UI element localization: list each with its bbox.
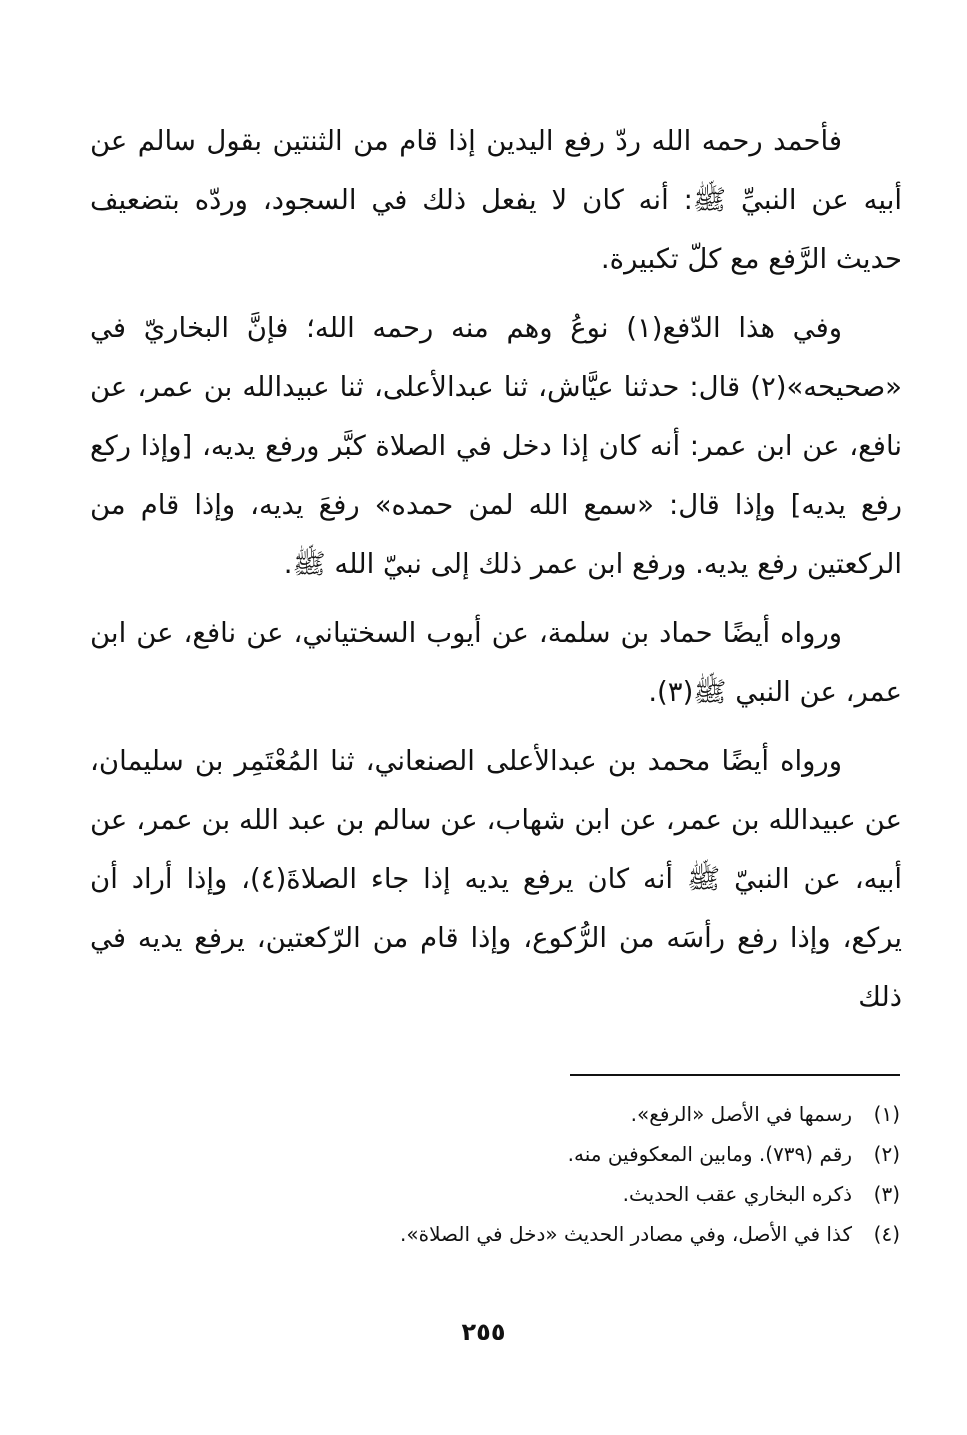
footnote-separator <box>570 1074 900 1076</box>
paragraph-1: فأحمد رحمه الله ردّ رفع اليدين إذا قام من الثنتين بقول سالم عن أبيه عن النبيِّ ﷺ: أنه كان لا يفعل ذلك في السجود، وردّه بتضعيف حديث الرَّفع مع كلّ تكبيرة. <box>90 125 902 275</box>
page-number: ٢٥٥ <box>461 1318 506 1346</box>
footnotes <box>200 1094 900 1254</box>
footnote-2 <box>200 1134 900 1174</box>
paragraph-3: ورواه أيضًا حماد بن سلمة، عن أيوب السختياني، عن نافع، عن ابن عمر، عن النبي ﷺ(٣). <box>90 617 902 708</box>
footnote-number: (٤) <box>873 1222 900 1246</box>
footnote-4 <box>200 1214 900 1254</box>
footnote-text: ذكره البخاري عقب الحديث. <box>622 1182 852 1206</box>
footnote-text: رسمها في الأصل «الرفع». <box>630 1102 852 1126</box>
footnote-1 <box>200 1094 900 1134</box>
paragraph-2: وفي هذا الدّفع(١) نوعُ وهم منه رحمه الله؛ فإنَّ البخاريّ في «صحيحه»(٢) قال: حدثنا عيَّاش، ثنا عبدالأعلى، ثنا عبيدالله بن عمر، عن نافع، عن ابن عمر: أنه كان إذا دخل في الصلاة كبَّر ورفع يديه، [وإذا ركع رفع يديه] وإذا قال: «سمع الله لمن حمده» رفعَ يديه، وإذا قام من الركعتين رفع يديه. ورفع ابن عمر ذلك إلى نبيّ الله ﷺ. <box>90 312 902 580</box>
paragraph-4: ورواه أيضًا محمد بن عبدالأعلى الصنعاني، ثنا المُعْتَمِر بن سليمان، عن عبيدالله بن عمر، عن ابن شهاب، عن سالم بن عبد الله بن عمر، عن أبيه، عن النبيّ ﷺ أنه كان يرفع يديه إذا جاء الصلاةَ(٤)، وإذا أراد أن يركع، وإذا رفع رأسَه من الرُّكوع، وإذا قام من الرّكعتين، يرفع يديه في ذلك <box>90 745 902 1013</box>
footnote-text: رقم (٧٣٩). ومابين المعكوفين منه. <box>567 1142 852 1166</box>
main-text <box>90 112 902 1037</box>
footnote-number: (١) <box>873 1102 900 1126</box>
footnote-text: كذا في الأصل، وفي مصادر الحديث «دخل في الصلاة». <box>400 1222 852 1246</box>
footnote-number: (٢) <box>873 1142 900 1166</box>
footnote-3 <box>200 1174 900 1214</box>
footnote-number: (٣) <box>873 1182 900 1206</box>
